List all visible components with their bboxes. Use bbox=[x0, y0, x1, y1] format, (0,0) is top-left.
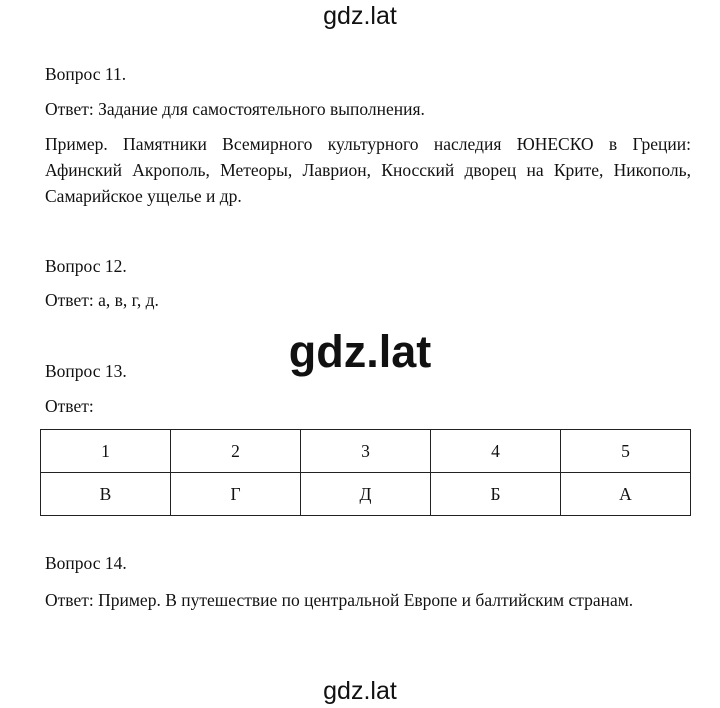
watermark-bottom: gdz.lat bbox=[323, 677, 397, 705]
question-14-heading: Вопрос 14. bbox=[45, 553, 127, 573]
question-14-answer: Ответ: Пример. В путешествие по центральной Европе и балтийским странам. bbox=[45, 590, 634, 610]
table-cell: Г bbox=[171, 473, 301, 516]
table-row-numbers bbox=[41, 430, 691, 473]
table-cell: 3 bbox=[301, 430, 431, 473]
watermark-top: gdz.lat bbox=[323, 2, 397, 30]
question-11-answer: Ответ: Задание для самостоятельного выполнения. bbox=[45, 99, 425, 119]
watermark-middle: gdz.lat bbox=[288, 326, 432, 377]
question-13-answer-label: Ответ: bbox=[45, 396, 94, 416]
table-row-letters bbox=[41, 473, 691, 516]
table-cell: 2 bbox=[171, 430, 301, 473]
question-11-example: Пример. Памятники Всемирного культурного наследия ЮНЕСКО в Греции: Афинский Акрополь, Метеоры, Лаврион, Кносский дворец на Крите, Никополь, Самарийское ущелье и др. bbox=[45, 134, 691, 206]
table-cell: 4 bbox=[431, 430, 561, 473]
table-cell: 1 bbox=[41, 430, 171, 473]
table-cell: Д bbox=[301, 473, 431, 516]
question-13-heading: Вопрос 13. bbox=[45, 361, 127, 381]
table-cell: В bbox=[41, 473, 171, 516]
table-cell: Б bbox=[431, 473, 561, 516]
table-cell: 5 bbox=[561, 430, 691, 473]
question-12-answer: Ответ: а, в, г, д. bbox=[45, 290, 159, 310]
question-12-heading: Вопрос 12. bbox=[45, 256, 127, 276]
answer-table bbox=[40, 429, 691, 516]
question-11-heading: Вопрос 11. bbox=[45, 64, 127, 84]
table-cell: А bbox=[561, 473, 691, 516]
